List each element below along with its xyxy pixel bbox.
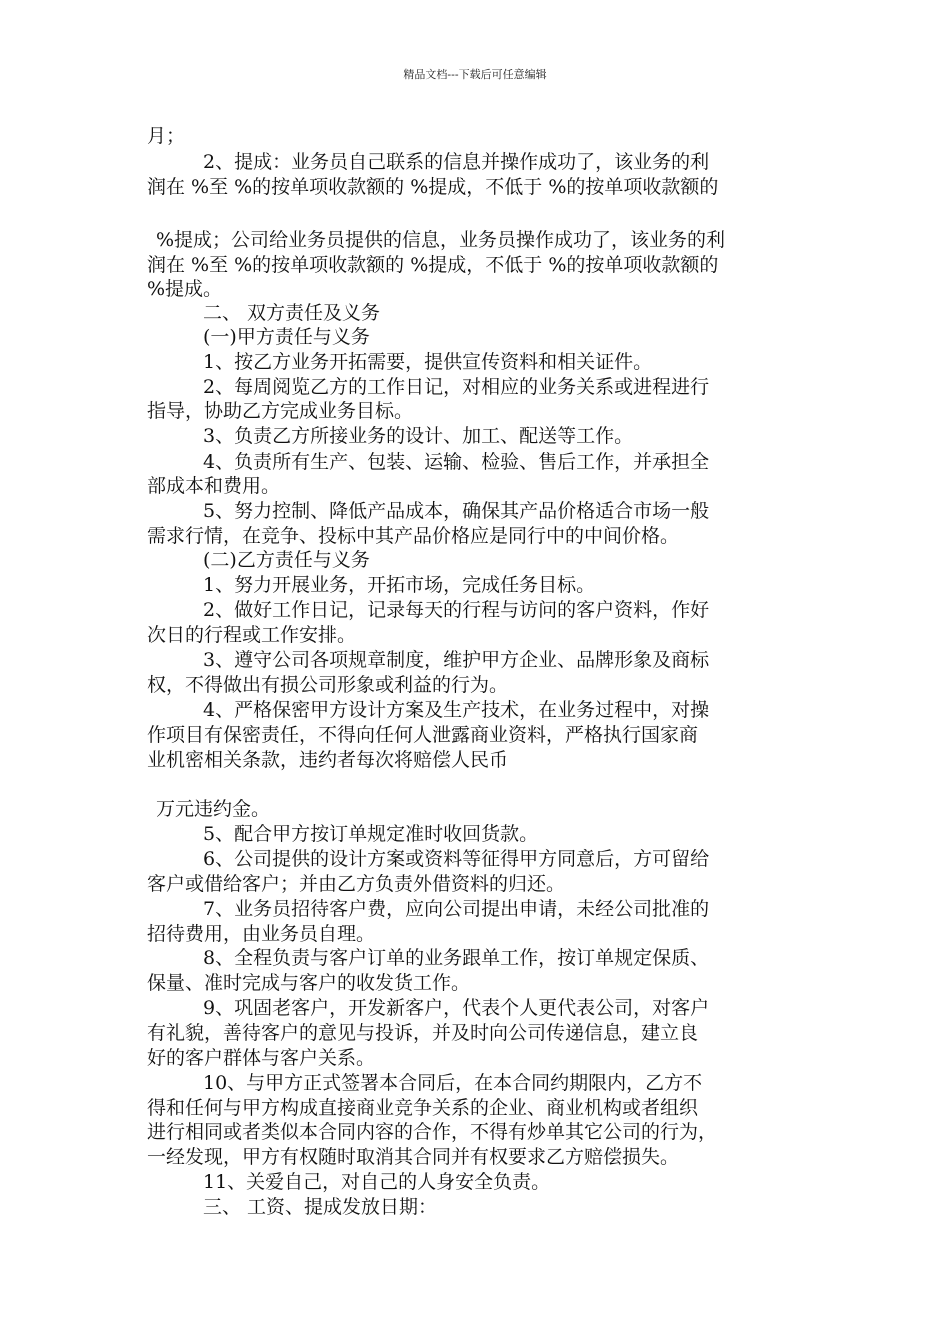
text-line: 11、关爱自己，对自己的人身安全负责。 bbox=[203, 1171, 551, 1193]
text-line: 月； bbox=[147, 125, 186, 147]
text-line: 3、负责乙方所接业务的设计、加工、配送等工作。 bbox=[203, 425, 634, 447]
text-line: 6、公司提供的设计方案或资料等征得甲方同意后，方可留给 bbox=[203, 848, 710, 870]
text-line: 2、提成：业务员自己联系的信息并操作成功了，该业务的利 bbox=[203, 151, 710, 173]
subsection-heading: (二)乙方责任与义务 bbox=[203, 549, 370, 571]
text-line: 次日的行程或工作安排。 bbox=[147, 624, 357, 646]
text-line: 3、遵守公司各项规章制度，维护甲方企业、品牌形象及商标 bbox=[203, 649, 710, 671]
text-line: 一经发现，甲方有权随时取消其合同并有权要求乙方赔偿损失。 bbox=[147, 1146, 680, 1168]
text-line: 进行相同或者类似本合同内容的合作，不得有炒单其它公司的行为， bbox=[147, 1121, 718, 1143]
text-line: 4、严格保密甲方设计方案及生产技术，在业务过程中，对操 bbox=[203, 699, 710, 721]
text-line: 作项目有保密责任，不得向任何人泄露商业资料，严格执行国家商 bbox=[147, 724, 699, 746]
subsection-heading: (一)甲方责任与义务 bbox=[203, 326, 370, 348]
page-header: 精品文档---下载后可任意编辑 bbox=[403, 68, 547, 81]
section-heading: 三、 工资、提成发放日期： bbox=[203, 1196, 438, 1218]
section-heading: 二、 双方责任及义务 bbox=[203, 302, 381, 324]
text-line: 指导，协助乙方完成业务目标。 bbox=[147, 400, 414, 422]
text-line: 1、按乙方业务开拓需要，提供宣传资料和相关证件。 bbox=[203, 351, 653, 373]
text-line: 2、每周阅览乙方的工作日记，对相应的业务关系或进程进行 bbox=[203, 376, 710, 398]
text-line: 9、巩固老客户，开发新客户，代表个人更代表公司，对客户 bbox=[203, 997, 710, 1019]
text-line: 客户或借给客户；并由乙方负责外借资料的归还。 bbox=[147, 873, 566, 895]
text-line: 5、努力控制、降低产品成本，确保其产品价格适合市场一般 bbox=[203, 500, 710, 522]
text-line: 有礼貌，善待客户的意见与投诉，并及时向公司传递信息，建立良 bbox=[147, 1022, 699, 1044]
text-line: 保量、准时完成与客户的收发货工作。 bbox=[147, 972, 471, 994]
text-line: 10、与甲方正式签署本合同后，在本合同约期限内，乙方不 bbox=[203, 1072, 703, 1094]
text-line: 权，不得做出有损公司形象或利益的行为。 bbox=[147, 674, 509, 696]
text-line: 5、配合甲方按订单规定准时收回货款。 bbox=[203, 823, 539, 845]
text-line: 招待费用，由业务员自理。 bbox=[147, 923, 376, 945]
text-line: 润在 %至 %的按单项收款额的 %提成，不低于 %的按单项收款额的 bbox=[147, 254, 719, 276]
text-line: 得和任何与甲方构成直接商业竞争关系的企业、商业机构或者组织 bbox=[147, 1097, 699, 1119]
text-line: 8、全程负责与客户订单的业务跟单工作，按订单规定保质、 bbox=[203, 947, 710, 969]
text-line: 7、业务员招待客户费，应向公司提出申请，未经公司批准的 bbox=[203, 898, 710, 920]
text-line: 业机密相关条款，违约者每次将赔偿人民币 bbox=[147, 749, 509, 771]
text-line: 部成本和费用。 bbox=[147, 475, 281, 497]
text-line: 2、做好工作日记，记录每天的行程与访问的客户资料，作好 bbox=[203, 599, 710, 621]
text-line: 润在 %至 %的按单项收款额的 %提成，不低于 %的按单项收款额的 bbox=[147, 176, 719, 198]
text-line: 4、负责所有生产、包装、运输、检验、售后工作，并承担全 bbox=[203, 451, 710, 473]
text-line: 需求行情，在竞争、投标中其产品价格应是同行中的中间价格。 bbox=[147, 525, 680, 547]
text-line: 1、努力开展业务，开拓市场，完成任务目标。 bbox=[203, 574, 596, 596]
text-line: 好的客户群体与客户关系。 bbox=[147, 1047, 376, 1069]
text-line: %提成；公司给业务员提供的信息，业务员操作成功了，该业务的利 bbox=[156, 229, 726, 251]
text-line: %提成。 bbox=[147, 278, 223, 300]
text-line: 万元违约金。 bbox=[156, 798, 271, 820]
